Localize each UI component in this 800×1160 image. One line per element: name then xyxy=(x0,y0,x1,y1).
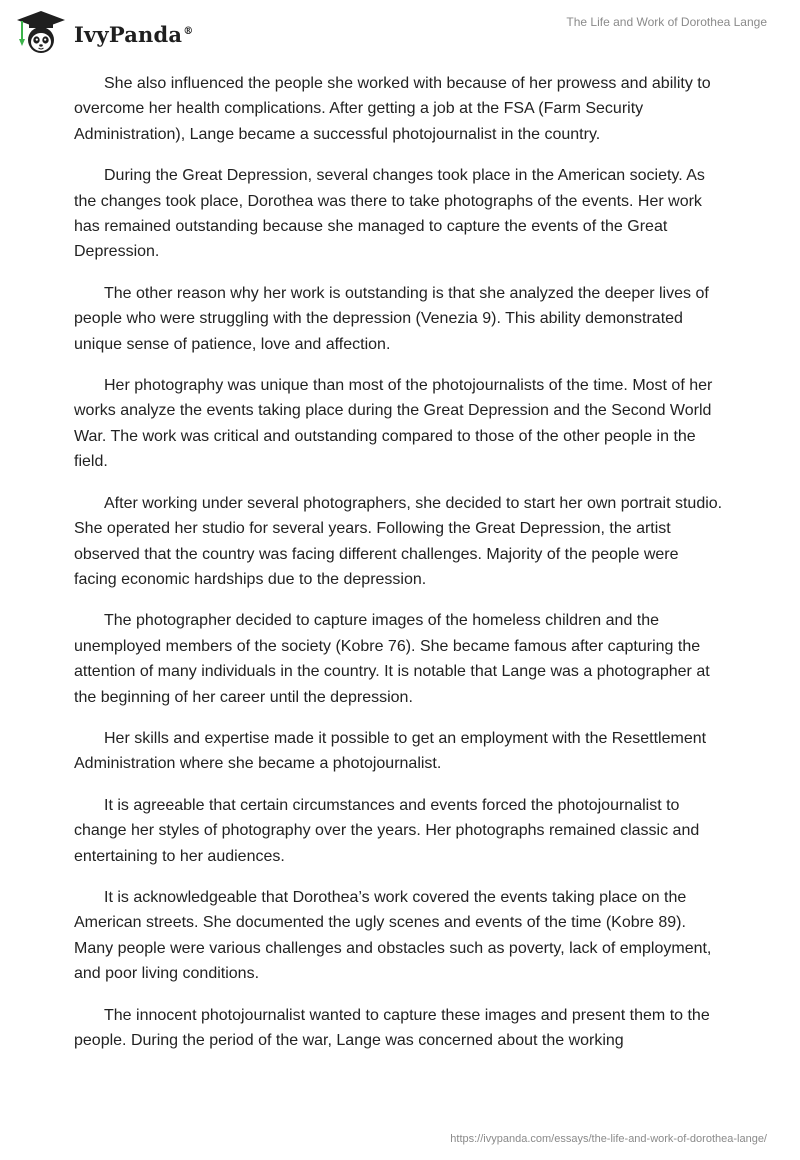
paragraph-5: After working under several photographers, she decided to start her own portrait studio. She operated her studio for several years. Following the Great Depression, the artist observed that the country was facing different challenges. Majority of the people were facing economic hardships due to the depression. xyxy=(74,494,723,588)
paragraph-9: It is acknowledgeable that Dorothea’s work covered the events taking place on the American streets. She documented the ugly scenes and events of the time (Kobre 89). Many people were various challenges and obstacles such as poverty, lack of employment, and poor living conditions. xyxy=(74,888,712,983)
essay-body xyxy=(74,71,724,1069)
paragraph-2: During the Great Depression, several changes took place in the American society. As the changes took place, Dorothea was there to take photographs of the events. Her work has remained outstanding because she managed to capture the events of the Great Depression. xyxy=(74,167,705,261)
logo-wordmark: IvyPanda® xyxy=(74,21,194,47)
paragraph-3: The other reason why her work is outstanding is that she analyzed the deeper lives of people who were struggling with the depression (Venezia 9). This ability demonstrated unique sense of patience, love and affection. xyxy=(74,284,709,353)
paragraph-7: Her skills and expertise made it possible to get an employment with the Resettlement Administration where she became a photojournalist. xyxy=(74,729,707,773)
paragraph-8: It is agreeable that certain circumstances and events forced the photojournalist to change her styles of photography over the years. Her photographs remained classic and entertaining to her audiences. xyxy=(74,796,700,865)
paragraph-4: Her photography was unique than most of the photojournalists of the time. Most of her works analyze the events taking place during the Great Depression and the Second World War. The work was critical and outstanding compared to those of the other people in the field. xyxy=(74,377,713,471)
page-header xyxy=(0,0,800,64)
source-url-link[interactable]: https://ivypanda.com/essays/the-life-and-work-of-dorothea-lange/ xyxy=(450,1133,767,1145)
ivypanda-logo[interactable] xyxy=(14,9,193,55)
document-title: The Life and Work of Dorothea Lange xyxy=(566,15,767,29)
paragraph-6: The photographer decided to capture images of the homeless children and the unemployed members of the society (Kobre 76). She became famous after capturing the attention of many individuals in the country. It is notable that Lange was a photographer at the beginning of her career until the depression. xyxy=(74,612,710,706)
panda-graduate-icon xyxy=(14,9,68,55)
paragraph-10: The innocent photojournalist wanted to capture these images and present them to the people. During the period of the war, Lange was concerned about the working xyxy=(74,1006,710,1049)
paragraph-1: She also influenced the people she worked with because of her prowess and ability to overcome her health complications. After getting a job at the FSA (Farm Security Administration), Lange became a successful photojournalist in the country. xyxy=(74,75,711,143)
registered-mark: ® xyxy=(183,25,194,37)
